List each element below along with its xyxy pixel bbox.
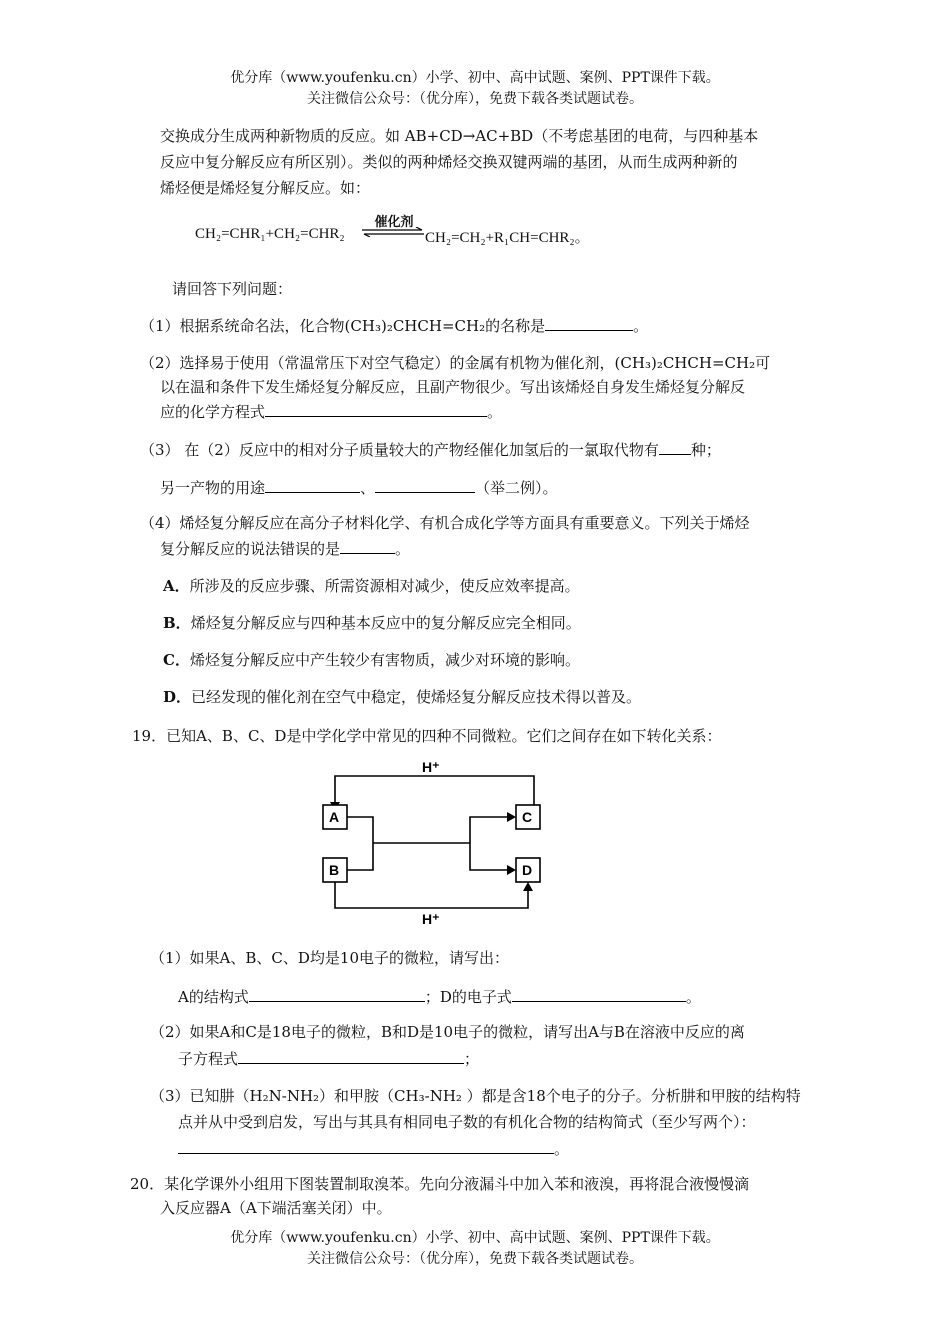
q18-part3-use: 另一产物的用途 — [160, 479, 266, 497]
q19-part3-line1: （3）已知肼（H₂N-NH₂）和甲胺（CH₃-NH₂ ）都是含18个电子的分子。分析肼和甲胺的结构特 — [150, 1087, 801, 1105]
q18-part3-line2 — [160, 475, 558, 500]
q18-part2-line2: 以在温和条件下发生烯烃复分解反应，且副产物很少。写出该烯烃自身发生烯烃复分解反 — [160, 378, 746, 396]
q19-part3-end: 。 — [554, 1140, 570, 1158]
answer-blank-10[interactable] — [178, 1136, 554, 1154]
q19-part1-line2 — [178, 984, 701, 1009]
q19-part1-line1: （1）如果A、B、C、D均是10电子的微粒，请写出： — [150, 949, 509, 967]
q18-part4-line1: （4）烯烃复分解反应在高分子材料化学、有机合成化学等方面具有重要意义。下列关于烯烃 — [140, 514, 750, 532]
answer-blank-4[interactable] — [265, 475, 360, 493]
q19-part1-end: 。 — [685, 988, 701, 1006]
catalyst-label: 催化剂 — [374, 215, 414, 230]
q19-part3-line3 — [178, 1136, 569, 1161]
q19-part2-end: ； — [464, 1050, 480, 1068]
q18-part2-line1: （2）选择易于使用（常温常压下对空气稳定）的金属有机物为催化剂，(CH₃)₂CHCH=CH₂可 — [140, 354, 771, 372]
q18-part1-end: 。 — [633, 317, 649, 335]
q18-part1 — [140, 313, 648, 338]
h-plus-bottom: H⁺ — [422, 911, 440, 924]
arrow-into-d-bottom — [523, 882, 533, 891]
arrow-into-c — [507, 812, 516, 822]
q18-part3-sep: 、 — [360, 479, 376, 497]
box-c-label: C — [522, 809, 533, 825]
top-path — [335, 776, 534, 805]
option-text: 烯烃复分解反应中产生较少有害物质，减少对环境的影响。 — [189, 651, 580, 669]
arrow-into-d — [507, 865, 516, 875]
q19-part1-a: A的结构式 — [178, 988, 249, 1006]
answer-blank-7[interactable] — [249, 984, 425, 1002]
page-header — [0, 68, 950, 110]
option-a[interactable] — [163, 574, 580, 598]
footer-line-2: 关注微信公众号：（优分库），免费下载各类试题试卷。 — [307, 1251, 643, 1267]
equilibrium-arrows — [360, 227, 426, 237]
option-b[interactable] — [163, 611, 581, 635]
q18-part3-unit: 种； — [690, 441, 721, 459]
answer-blank-3[interactable] — [659, 437, 691, 455]
option-d[interactable] — [163, 685, 641, 709]
page-footer — [0, 1228, 950, 1270]
q18-part3-end: （举二例）。 — [475, 479, 558, 497]
equation-rhs: CH₂=CH₂+R₁CH=CHR₂。 — [425, 230, 590, 246]
q20-line1: 20．某化学课外小组用下图装置制取溴苯。先向分液漏斗中加入苯和液溴，再将混合液慢慢滴 — [130, 1175, 750, 1193]
answer-blank-9[interactable] — [238, 1046, 464, 1064]
q19-part3-line2: 点并从中受到启发，写出与其具有相同电子数的有机化合物的结构简式（至少写两个）： — [178, 1113, 756, 1131]
option-text: 所涉及的反应步骤、所需资源相对减少，使反应效率提高。 — [189, 577, 580, 595]
answer-blank-6[interactable] — [340, 536, 395, 554]
box-d-label: D — [522, 862, 533, 878]
answer-blank-8[interactable] — [512, 984, 686, 1002]
q18-part3-line1 — [140, 437, 721, 462]
equation-lhs: CH₂=CHR₁+CH₂=CHR₂ — [195, 226, 345, 242]
intro-line-2: 反应中复分解反应有所区别）。类似的两种烯烃交换双键两端的基团，从而生成两种新的 — [160, 153, 738, 171]
answer-blank-1[interactable] — [545, 313, 633, 331]
option-c[interactable] — [163, 648, 580, 672]
option-text: 已经发现的催化剂在空气中稳定，使烯烃复分解反应技术得以普及。 — [191, 688, 642, 706]
q19-part2-line1: （2）如果A和C是18电子的微粒，B和D是10电子的微粒，请写出A与B在溶液中反应的离 — [150, 1023, 745, 1041]
answer-blank-2[interactable] — [265, 399, 487, 417]
h-plus-top: H⁺ — [422, 759, 440, 775]
q19-part1-mid: ；D的电子式 — [424, 988, 512, 1006]
conversion-diagram — [318, 758, 554, 924]
bottom-path — [335, 882, 528, 908]
header-line-1: 优分库（www.youfenku.cn）小学、初中、高中试题、案例、PPT课件下载。 — [230, 70, 720, 86]
header-line-2: 关注微信公众号：（优分库），免费下载各类试题试卷。 — [307, 91, 643, 107]
left-bracket — [347, 817, 373, 870]
q18-part4-end: 。 — [395, 540, 411, 558]
box-b-label: B — [329, 862, 340, 878]
option-key: D． — [163, 688, 192, 706]
q18-part4-text: 复分解反应的说法错误的是 — [160, 540, 341, 558]
option-key: B． — [163, 614, 191, 632]
answer-blank-5[interactable] — [375, 475, 475, 493]
option-key: C． — [163, 651, 190, 669]
intro-line-1: 交换成分生成两种新物质的反应。如 AB+CD→AC+BD（不考虑基团的电荷，与四种基本 — [160, 127, 759, 145]
q18-part2-text: 应的化学方程式 — [160, 403, 266, 421]
q18-part2-line3 — [160, 399, 502, 424]
footer-line-1: 优分库（www.youfenku.cn）小学、初中、高中试题、案例、PPT课件下载。 — [230, 1230, 720, 1246]
option-key: A． — [163, 577, 190, 595]
q19-part2-text: 子方程式 — [178, 1050, 239, 1068]
box-a-label: A — [329, 809, 340, 825]
q18-prompt: 请回答下列问题： — [172, 280, 293, 298]
q19-title: 19．已知A、B、C、D是中学化学中常见的四种不同微粒。它们之间存在如下转化关系： — [132, 727, 722, 745]
q18-part3-text: （3） 在（2）反应中的相对分子质量较大的产物经催化加氢后的一氯取代物有 — [140, 441, 659, 459]
q20-line2: 入反应器A（A下端活塞关闭）中。 — [160, 1199, 392, 1217]
intro-line-3: 烯烃便是烯烃复分解反应。如： — [160, 179, 371, 197]
q18-part2-end: 。 — [487, 403, 503, 421]
option-text: 烯烃复分解反应与四种基本反应中的复分解反应完全相同。 — [190, 614, 581, 632]
q18-part4-line2 — [160, 536, 410, 561]
right-bracket — [470, 817, 508, 870]
q19-part2-line2 — [178, 1046, 479, 1071]
q18-part1-text: （1）根据系统命名法，化合物(CH₃)₂CHCH=CH₂的名称是 — [140, 317, 546, 335]
